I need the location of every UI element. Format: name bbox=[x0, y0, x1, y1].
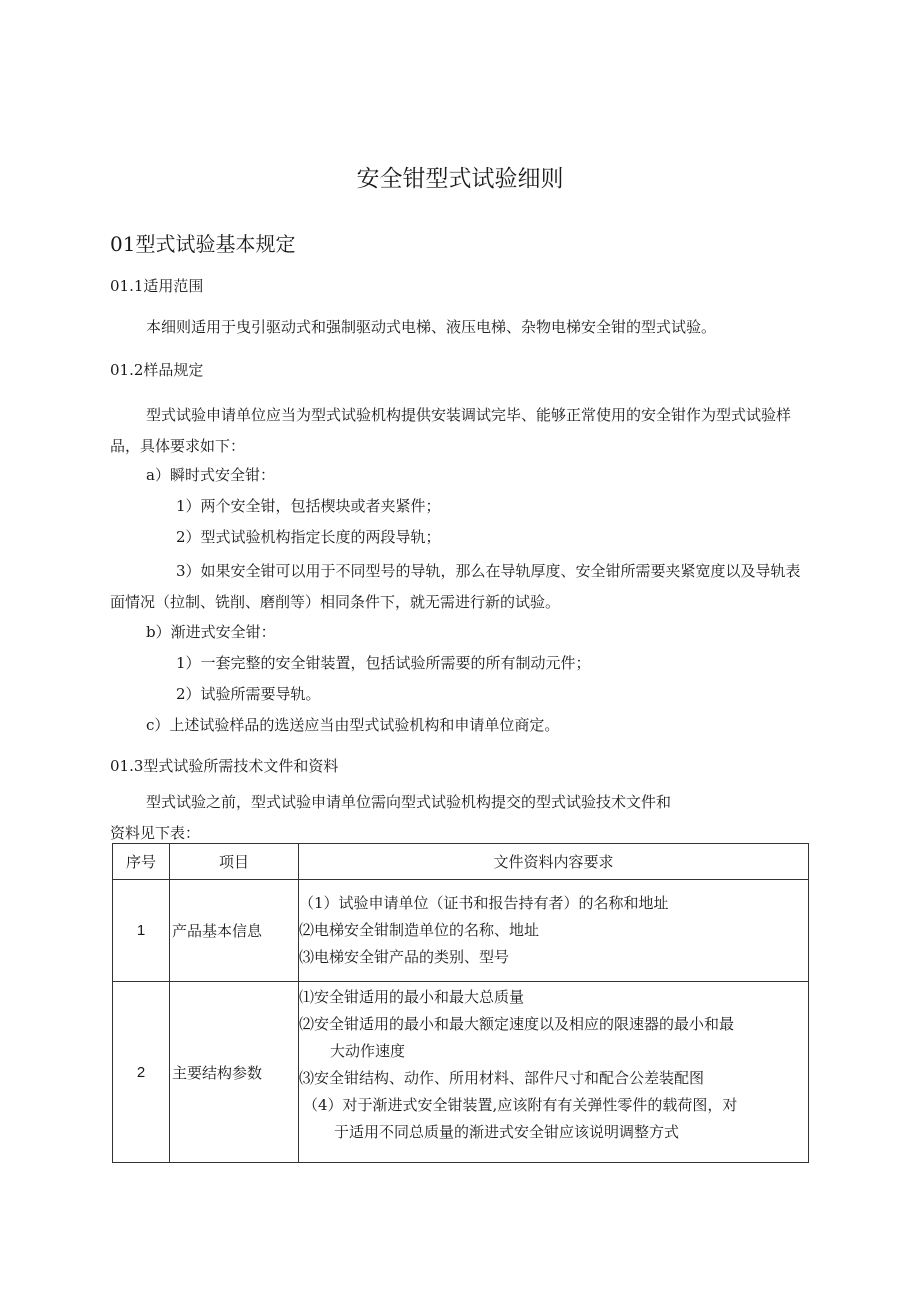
table-header-row bbox=[113, 844, 809, 880]
header-serial-number: 序号 bbox=[113, 844, 170, 880]
requirements-table bbox=[112, 843, 809, 1163]
documents-intro-line1: 型式试验之前，型式试验申请单位需向型式试验机构提交的型式试验技术文件和 bbox=[146, 793, 672, 811]
subsection-heading-documents: 01.3型式试验所需技术文件和资料 bbox=[110, 757, 339, 775]
row-number: 1 bbox=[113, 880, 170, 982]
samples-intro-paragraph: 型式试验申请单位应当为型式试验机构提供安装调试完毕、能够正常使用的安全钳作为型式试验样品，具体要求如下： bbox=[110, 406, 792, 455]
requirement-line: ⑵安全钳适用的最小和最大额定速度以及相应的限速器的最小和最 bbox=[299, 1015, 735, 1033]
requirement-line: （4）对于渐进式安全钳装置,应该附有有关弹性零件的载荷图，对 bbox=[303, 1096, 738, 1114]
requirement-line: ⑴安全钳适用的最小和最大总质量 bbox=[299, 988, 525, 1006]
sample-selection-note: c）上述试验样品的选送应当由型式试验机构和申请单位商定。 bbox=[146, 716, 560, 734]
row-requirements bbox=[299, 880, 809, 982]
header-requirements: 文件资料内容要求 bbox=[299, 844, 809, 880]
requirement-line: （1）试验申请单位（证书和报告持有者）的名称和地址 bbox=[299, 894, 669, 912]
requirement-line: ⑵电梯安全钳制造单位的名称、地址 bbox=[299, 921, 540, 939]
header-item: 项目 bbox=[170, 844, 299, 880]
row-item: 产品基本信息 bbox=[170, 880, 299, 982]
subsection-heading-scope: 01.1适用范围 bbox=[110, 277, 204, 295]
documents-intro-line2: 资料见下表： bbox=[110, 824, 201, 842]
row-requirements bbox=[299, 982, 809, 1163]
subsection-heading-samples: 01.2样品规定 bbox=[110, 361, 204, 379]
scope-paragraph: 本细则适用于曳引驱动式和强制驱动式电梯、液压电梯、杂物电梯安全钳的型式试验。 bbox=[146, 318, 717, 336]
instant-safety-gear-label: a）瞬时式安全钳： bbox=[146, 466, 275, 484]
instant-item-1: 1）两个安全钳，包括楔块或者夹紧件； bbox=[176, 497, 441, 515]
document-title: 安全钳型式试验细则 bbox=[356, 166, 564, 192]
section-heading: 01型式试验基本规定 bbox=[110, 232, 296, 256]
requirement-line: 大动作速度 bbox=[330, 1042, 406, 1060]
row-number: 2 bbox=[113, 982, 170, 1163]
table-row bbox=[113, 880, 809, 982]
row-item: 主要结构参数 bbox=[170, 982, 299, 1163]
instant-item-3: 3）如果安全钳可以用于不同型号的导轨，那么在导轨厚度、安全钳所需要夹紧宽度以及导轨表面情况（拉制、铣削、磨削等）相同条件下，就无需进行新的试验。 bbox=[110, 562, 801, 611]
progressive-safety-gear-label: b）渐进式安全钳： bbox=[146, 623, 276, 641]
requirement-line: 于适用不同总质量的渐进式安全钳应该说明调整方式 bbox=[334, 1123, 680, 1141]
progressive-item-2: 2）试验所需要导轨。 bbox=[176, 685, 321, 703]
requirement-line: ⑶安全钳结构、动作、所用材料、部件尺寸和配合公差装配图 bbox=[299, 1069, 705, 1087]
progressive-item-1: 1）一套完整的安全钳装置，包括试验所需要的所有制动元件； bbox=[176, 654, 591, 672]
table-row bbox=[113, 982, 809, 1163]
instant-item-2: 2）型式试验机构指定长度的两段导轨； bbox=[176, 528, 441, 546]
requirement-line: ⑶电梯安全钳产品的类别、型号 bbox=[299, 948, 510, 966]
